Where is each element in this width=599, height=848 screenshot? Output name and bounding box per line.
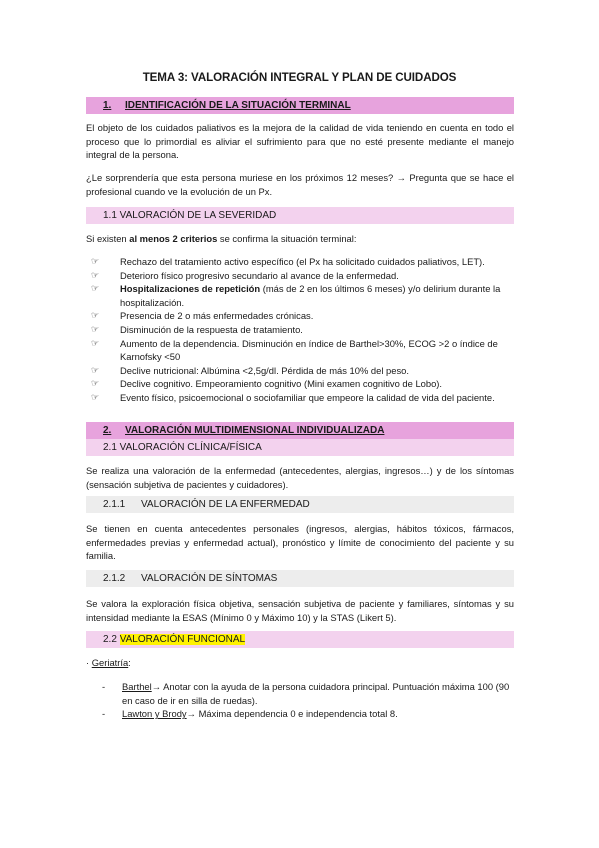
section-number: 1. [103, 100, 112, 111]
scale-description: → Máxima dependencia 0 e independencia total 8. [186, 708, 398, 720]
list-item [86, 323, 516, 337]
disease-paragraph: Se tienen en cuenta antecedentes personales (ingresos, alergias, hábitos tóxicos, fármacos, enfermedades previas y enfermedad actual), pronóstico y límite de conocimiento del paciente y su familia. [86, 523, 514, 562]
criteria-intro-after: se confirma la situación terminal: [217, 233, 357, 244]
dash-bullet: - [102, 708, 106, 720]
list-item [86, 364, 516, 378]
list-item [86, 255, 516, 269]
pointing-hand-icon: ☞ [91, 310, 100, 321]
list-item [86, 282, 516, 309]
section-heading-1 [86, 97, 514, 114]
list-item-text: Disminución de la respuesta de tratamiento. [120, 323, 303, 335]
geriatria-prefix: · [86, 657, 92, 668]
highlighted-section-title: VALORACIÓN FUNCIONAL [119, 634, 246, 645]
list-item-text: Aumento de la dependencia. Disminución en índice de Barthel>30%, ECOG >2 o índice de Karnofsky <50 [120, 337, 498, 363]
section-heading-2 [86, 422, 514, 439]
list-item-text: Presencia de 2 o más enfermedades crónicas. [120, 310, 314, 322]
criteria-list [86, 255, 516, 405]
symptoms-paragraph: Se valora la exploración física objetiva, sensación subjetiva de paciente y familiares, síntomas y su intensidad mediante la ESAS (Mínimo 0 y Máximo 10) y la STAS (Likert 5). [86, 598, 514, 623]
pointing-hand-icon: ☞ [91, 269, 100, 280]
list-item-text: (más de 2 en los últimos 6 meses) y/o delirium durante la hospitalización. [120, 283, 501, 308]
document-title: TEMA 3: VALORACIÓN INTEGRAL Y PLAN DE CUIDADOS [142, 71, 457, 84]
functional-scales-list [86, 680, 516, 721]
geriatria-suffix: : [128, 657, 131, 668]
list-item [86, 680, 516, 707]
scale-description: → Anotar con la ayuda de la persona cuidadora principal. Puntuación máxima 100 (90 en caso de ir en silla de ruedas). [122, 681, 510, 706]
subsection-heading-2-2 [86, 631, 514, 648]
section-title: IDENTIFICACIÓN DE LA SITUACIÓN TERMINAL [125, 100, 351, 111]
scale-name: Lawton y Brody [122, 708, 187, 720]
list-item [86, 309, 516, 323]
section-title: VALORACIÓN DE SÍNTOMAS [141, 573, 278, 584]
pointing-hand-icon: ☞ [91, 364, 100, 375]
list-item [86, 337, 516, 364]
scale-name: Barthel [122, 681, 152, 692]
list-item-text: Deterioro físico progresivo secundario al avance de la enfermedad. [120, 269, 399, 281]
list-item [86, 391, 516, 405]
question-paragraph: ¿Le sorprendería que esta persona muriese en los próximos 12 meses? → Pregunta que se hace el profesional cuando ve la evolución de un Px. [86, 172, 514, 197]
clinical-paragraph: Se realiza una valoración de la enfermedad (antecedentes, alergias, ingresos…) y de los síntomas (sensación subjetiva de pacientes y cuidadores). [86, 465, 514, 490]
list-item-text: Rechazo del tratamiento activo específico (el Px ha solicitado cuidados paliativos, LET). [120, 256, 485, 267]
pointing-hand-icon: ☞ [91, 283, 100, 294]
pointing-hand-icon: ☞ [91, 391, 100, 402]
subsection-heading-1-1: 1.1 VALORACIÓN DE LA SEVERIDAD [86, 207, 514, 224]
subsection-heading-2-1: 2.1 VALORACIÓN CLÍNICA/FÍSICA [86, 439, 514, 456]
pointing-hand-icon: ☞ [91, 337, 100, 348]
geriatria-text: Geriatría [91, 657, 129, 668]
list-item [86, 707, 516, 721]
list-item-text: Declive cognitivo. Empeoramiento cognitivo (Mini examen cognitivo de Lobo). [120, 378, 443, 390]
pointing-hand-icon: ☞ [91, 378, 100, 389]
pointing-hand-icon: ☞ [91, 256, 100, 266]
dash-bullet: - [102, 681, 106, 692]
list-item-text: Declive nutricional: Albúmina <2,5g/dl. Pérdida de más 10% del peso. [120, 364, 409, 376]
criteria-intro [86, 232, 514, 246]
section-title: VALORACIÓN MULTIDIMENSIONAL INDIVIDUALIZADA [125, 425, 385, 436]
list-item [86, 269, 516, 283]
criteria-intro-before: Si existen [86, 233, 130, 244]
list-item-text: Evento físico, psicoemocional o sociofamiliar que empeore la calidad de vida del paciente. [120, 391, 495, 403]
list-item [86, 377, 516, 391]
geriatria-label [86, 656, 514, 670]
intro-paragraph: El objeto de los cuidados paliativos es la mejora de la calidad de vida teniendo en cuenta en todo el proceso que lo primordial es aliviar el sufrimiento para que no esté presente mediante el manejo integral de la persona. [86, 122, 514, 161]
section-number: 2. [103, 425, 112, 436]
section-number: 2.1.1 [103, 499, 126, 510]
list-item-bold: Hospitalizaciones de repetición [120, 283, 261, 295]
section-number: 2.1.2 [103, 573, 126, 584]
criteria-intro-bold: al menos 2 criterios [129, 233, 218, 244]
subsubsection-heading-2-1-2 [86, 570, 514, 587]
subsubsection-heading-2-1-1 [86, 496, 514, 513]
section-title: VALORACIÓN DE LA ENFERMEDAD [141, 499, 310, 510]
section-number: 2.2 [103, 634, 120, 645]
pointing-hand-icon: ☞ [91, 323, 100, 334]
